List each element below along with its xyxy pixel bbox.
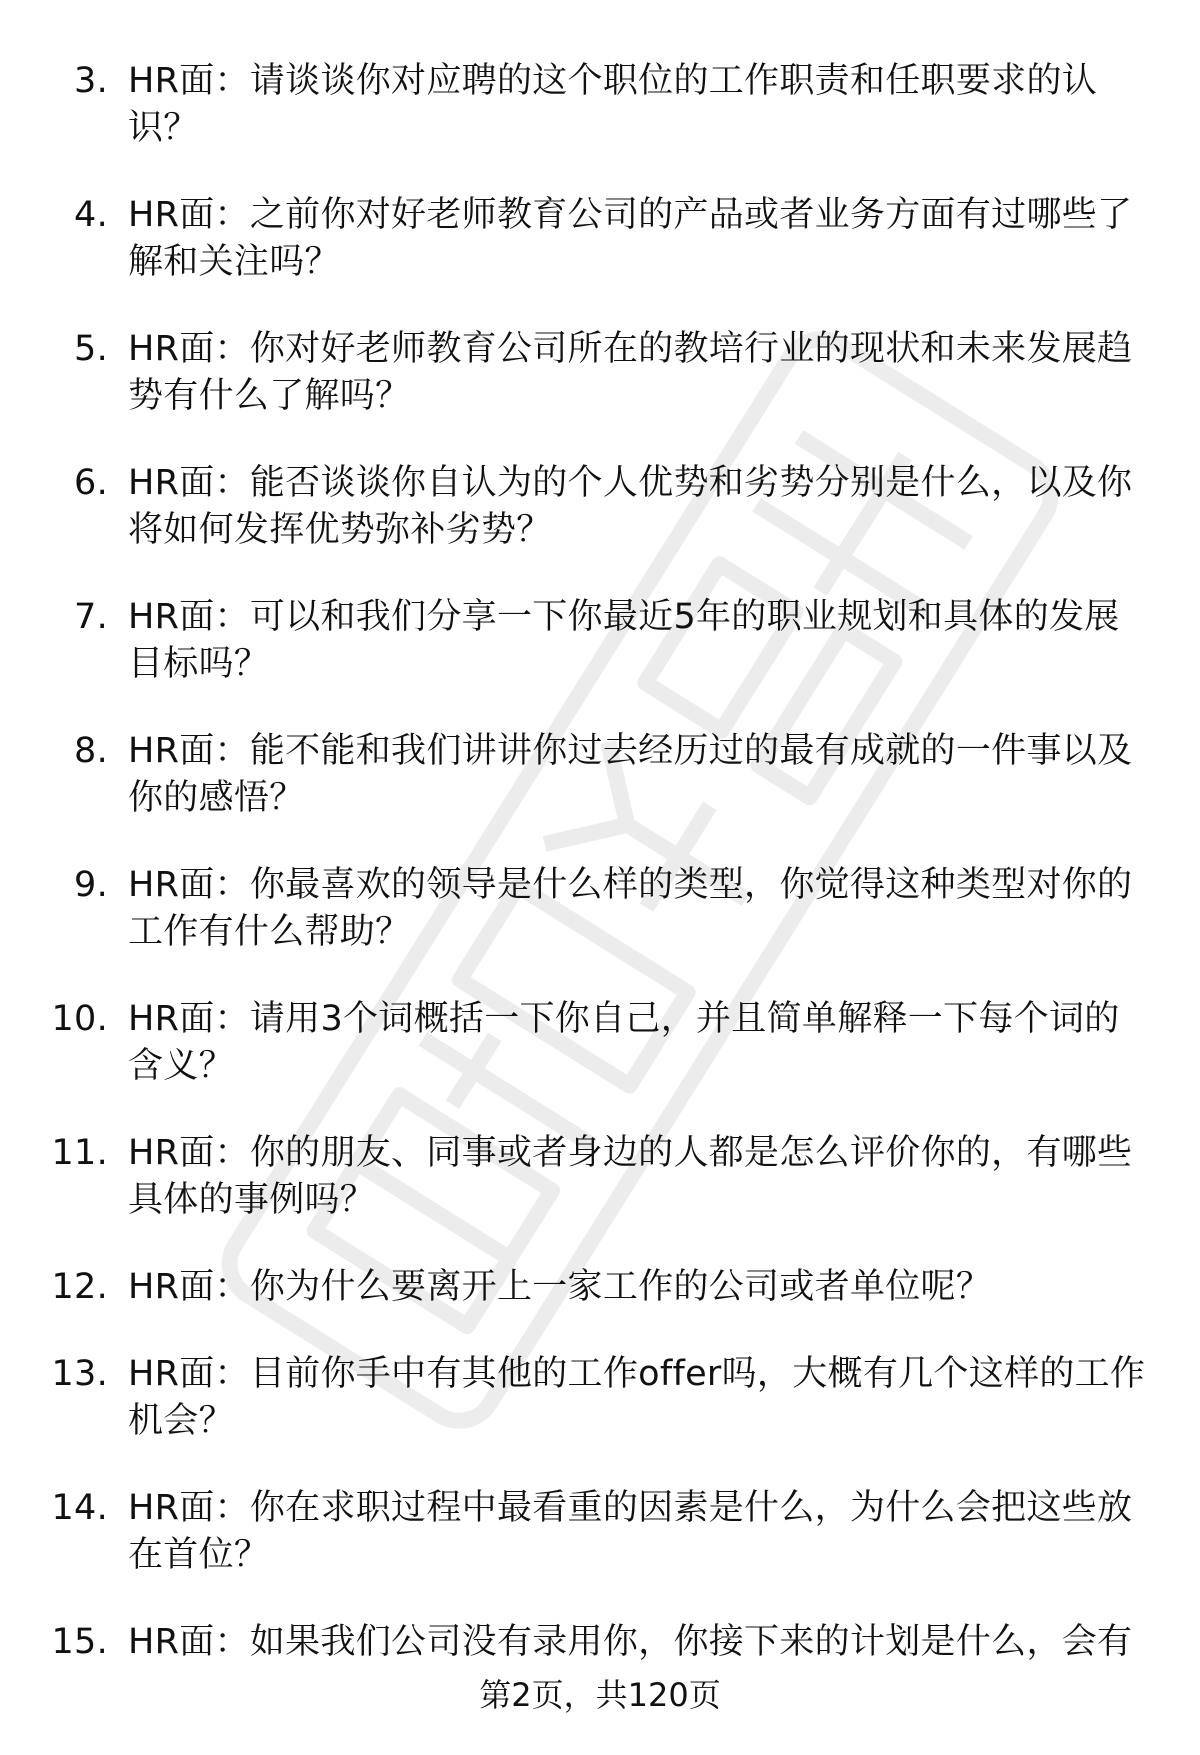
list-item <box>0 996 1148 1090</box>
question-number: 14. <box>51 1488 108 1528</box>
question-text: HR面：你在求职过程中最看重的因素是什么，为什么会把这些放在首位？ <box>128 1488 1133 1575</box>
question-text: HR面：能否谈谈你自认为的个人优势和劣势分别是什么，以及你将如何发挥优势弥补劣势？ <box>128 463 1133 550</box>
list-item <box>0 326 1148 420</box>
question-number: 15. <box>51 1622 108 1662</box>
question-list <box>0 58 1200 1706</box>
question-text: HR面：你对好老师教育公司所在的教培行业的现状和未来发展趋势有什么了解吗？ <box>128 329 1133 416</box>
question-number: 3. <box>74 61 108 101</box>
question-text: HR面：你的朋友、同事或者身边的人都是怎么评价你的，有哪些具体的事例吗？ <box>128 1133 1133 1220</box>
list-item <box>0 192 1148 286</box>
list-item <box>0 862 1148 956</box>
question-number: 10. <box>51 999 108 1039</box>
question-text: HR面：你为什么要离开上一家工作的公司或者单位呢？ <box>128 1267 992 1307</box>
question-text: HR面：之前你对好老师教育公司的产品或者业务方面有过哪些了解和关注吗？ <box>128 195 1133 282</box>
list-item <box>0 1351 1148 1445</box>
question-number: 5. <box>74 329 108 369</box>
question-text: HR面：目前你手中有其他的工作offer吗，大概有几个这样的工作机会？ <box>128 1354 1146 1441</box>
question-text: HR面：如果我们公司没有录用你，你接下来的计划是什么，会有 <box>128 1622 1133 1662</box>
question-text: HR面：请用3个词概括一下你自己，并且简单解释一下每个词的含义？ <box>128 999 1120 1086</box>
question-text: HR面：可以和我们分享一下你最近5年的职业规划和具体的发展目标吗？ <box>128 597 1120 684</box>
question-number: 12. <box>51 1267 108 1307</box>
list-item <box>0 460 1148 554</box>
question-number: 9. <box>74 865 108 905</box>
list-item <box>0 1264 1148 1311</box>
question-number: 7. <box>74 597 108 637</box>
list-item <box>0 1130 1148 1224</box>
question-text: HR面：能不能和我们讲讲你过去经历过的最有成就的一件事以及你的感悟？ <box>128 731 1133 818</box>
question-number: 11. <box>51 1133 108 1173</box>
list-item <box>0 1485 1148 1579</box>
question-number: 8. <box>74 731 108 771</box>
question-text: HR面：你最喜欢的领导是什么样的类型，你觉得这种类型对你的工作有什么帮助？ <box>128 865 1133 952</box>
question-number: 13. <box>51 1354 108 1394</box>
question-text: HR面：请谈谈你对应聘的这个职位的工作职责和任职要求的认识？ <box>128 61 1098 148</box>
question-number: 4. <box>74 195 108 235</box>
question-number: 6. <box>74 463 108 503</box>
list-item <box>0 728 1148 822</box>
list-item <box>0 1619 1148 1666</box>
list-item <box>0 58 1148 152</box>
page-number-footer: 第2页，共120页 <box>479 1676 721 1714</box>
list-item <box>0 594 1148 688</box>
